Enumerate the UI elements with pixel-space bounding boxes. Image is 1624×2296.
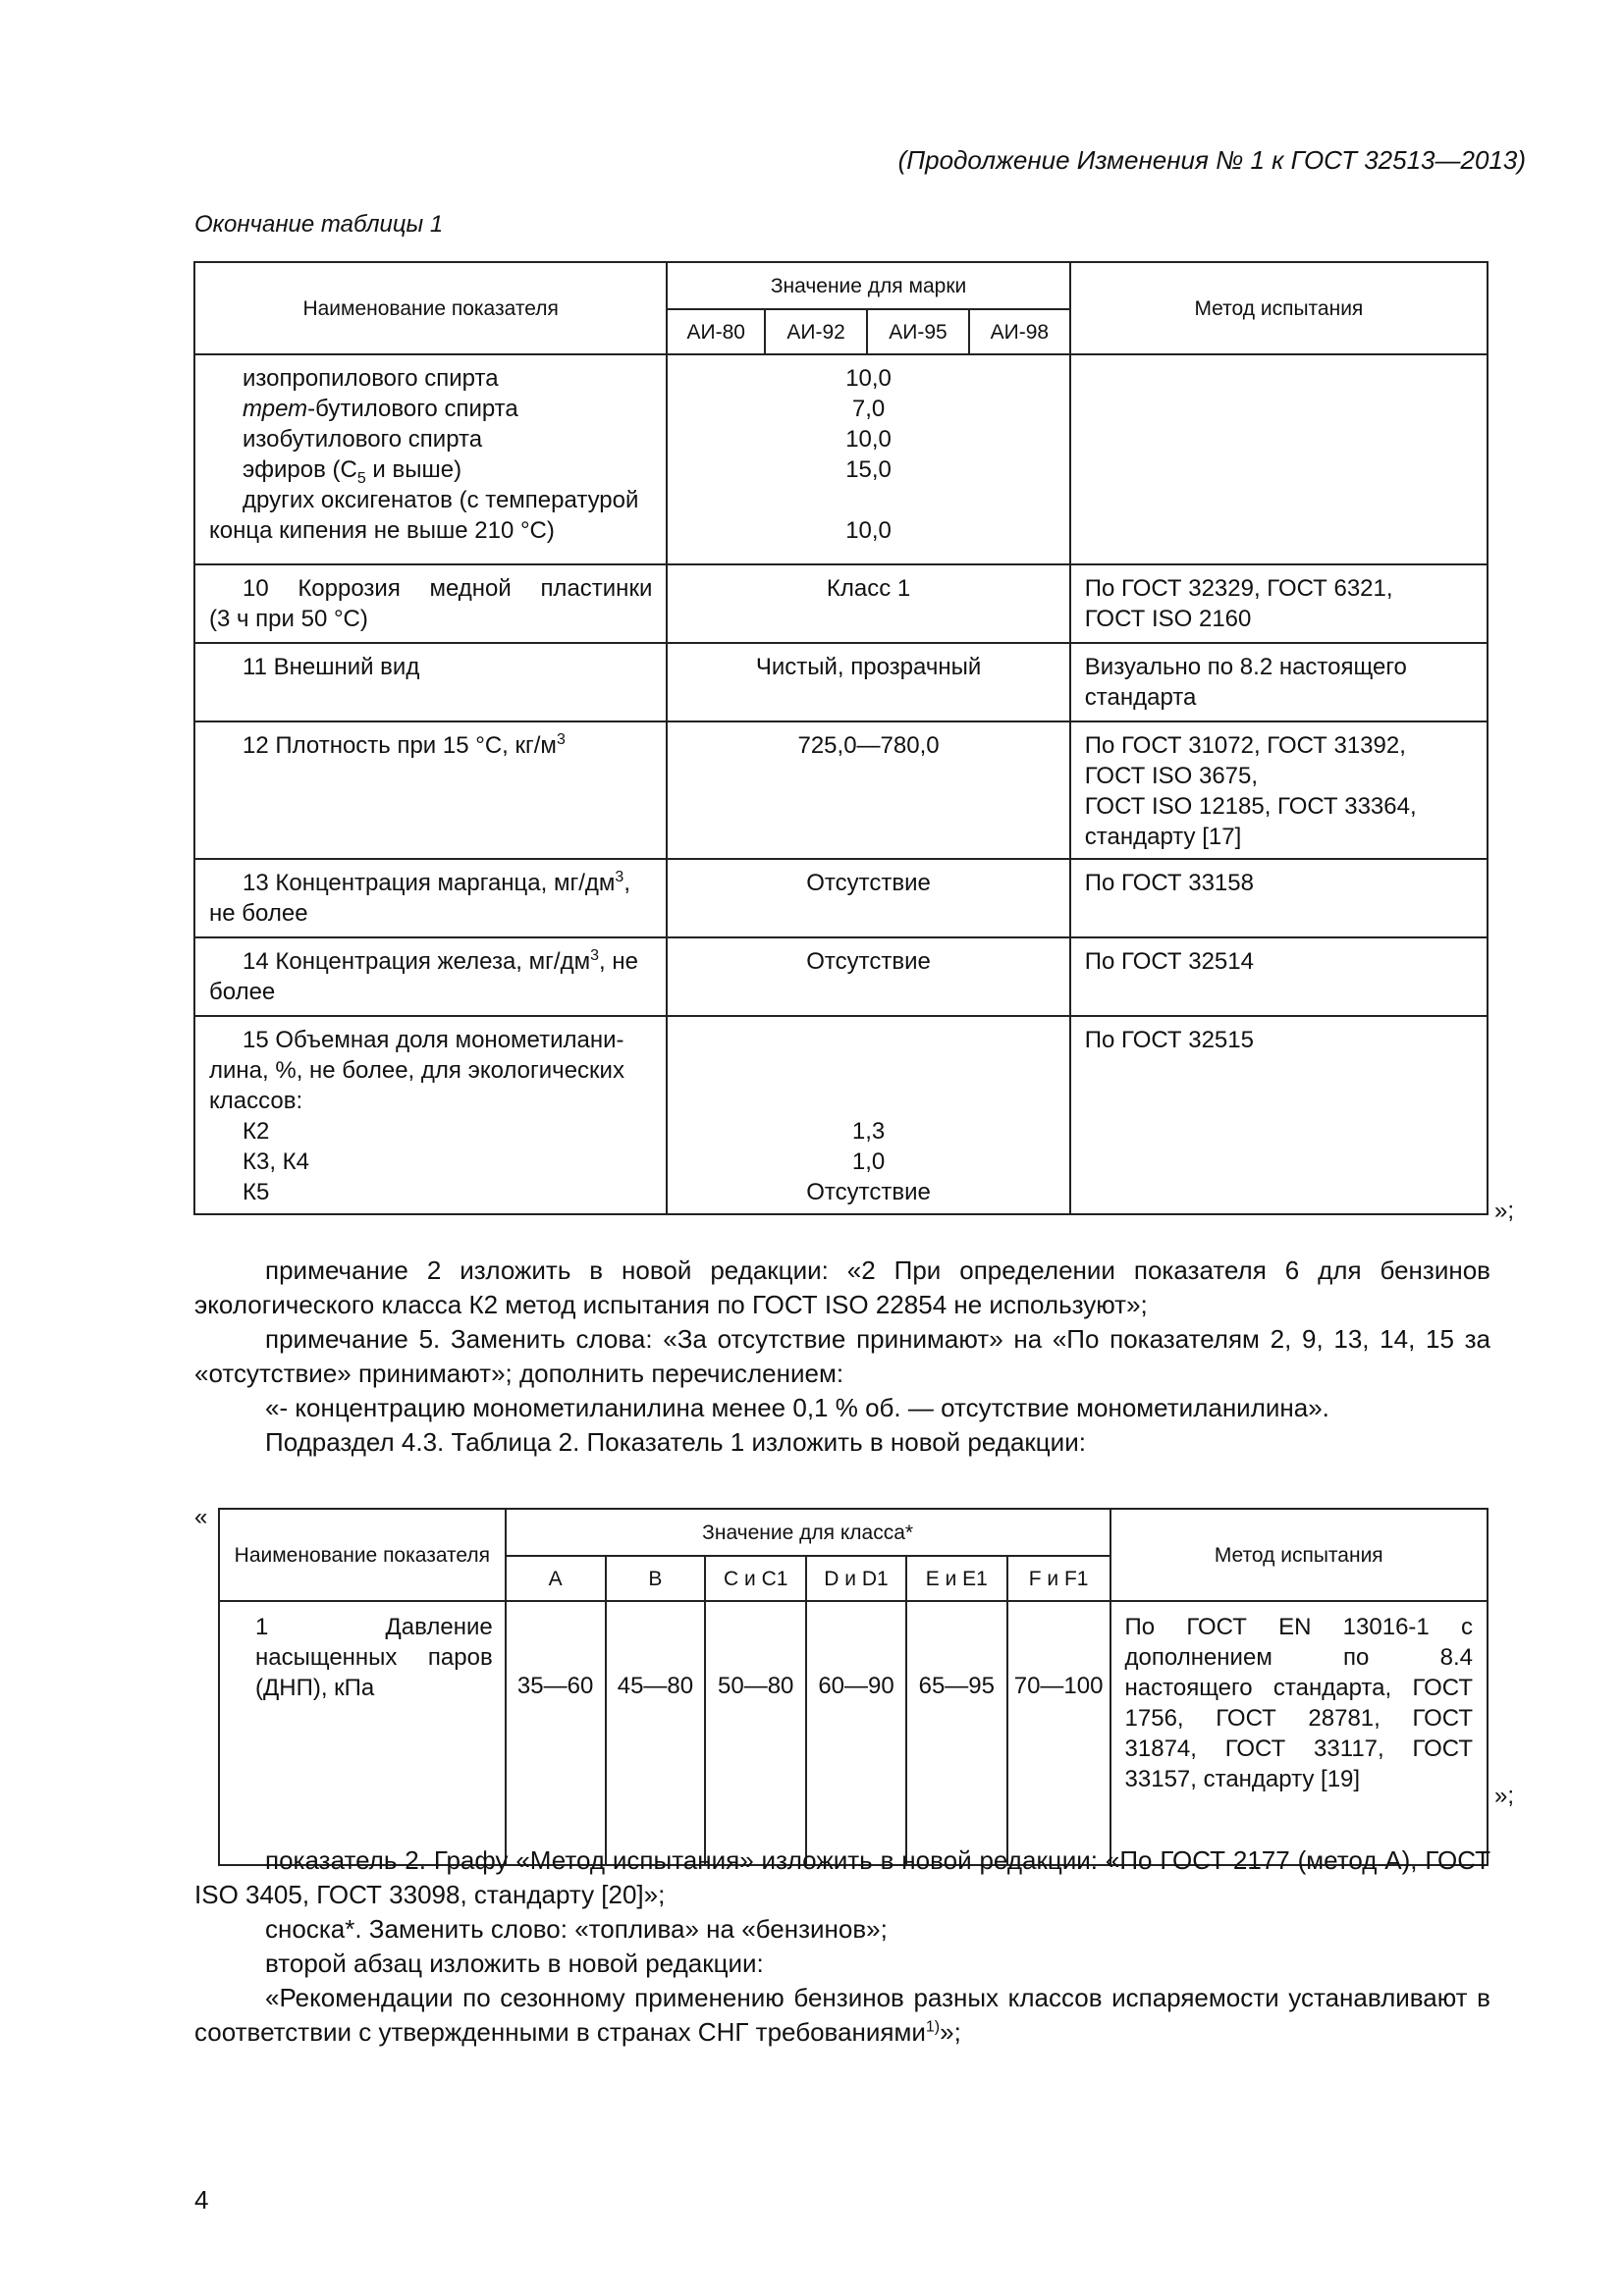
table-row <box>194 721 1488 859</box>
paragraph: «- концентрацию монометиланилина менее 0,1 % об. — отсутствие монометиланилина». <box>265 1393 1329 1422</box>
row-method-cell: Визуально по 8.2 настоящего стандарта <box>1070 643 1488 721</box>
row-method-cell: По ГОСТ 32515 <box>1070 1016 1488 1214</box>
row-method-cell <box>1070 354 1488 564</box>
row-value-cell: Отсутствие <box>667 937 1069 1016</box>
table-row-oxygenates <box>194 354 1488 564</box>
opening-quote: « <box>194 1504 208 1530</box>
row-name-cell: 15 Объемная доля монометилани- лина, %, не более, для экологических классов: К2 К3, К4 К5 <box>194 1016 667 1214</box>
list-item: трет-бутилового спирта <box>243 396 518 422</box>
row-name-cell: 11 Внешний вид <box>194 643 667 721</box>
table-row <box>194 564 1488 643</box>
table-row <box>194 643 1488 721</box>
running-head: (Продолжение Изменения № 1 к ГОСТ 32513—2013) <box>897 145 1526 175</box>
header-class: F и F1 <box>1007 1556 1110 1601</box>
row-value-cell: 70—100 <box>1007 1601 1110 1865</box>
text-block-1 <box>194 1254 1490 1460</box>
row-method-cell: По ГОСТ EN 13016-1 с дополнением по 8.4 настоящего стандарта, ГОСТ 1756, ГОСТ 28781, ГОСТ 31874, ГОСТ 33117, ГОСТ 33157, стандарту [19] <box>1110 1601 1488 1865</box>
row-value-cell: Отсутствие <box>667 859 1069 937</box>
paragraph: примечание 5. Заменить слова: «За отсутствие принимают» на «По показателям 2, 9, 13, 14, 15 за «отсутствие» принимают»; дополнить перечислением: <box>194 1324 1490 1388</box>
header-name: Наименование показателя <box>219 1509 506 1601</box>
row-method-cell: По ГОСТ 31072, ГОСТ 31392, ГОСТ ISO 3675, ГОСТ ISO 12185, ГОСТ 33364, стандарту [17] <box>1070 721 1488 859</box>
row-value-cell: 50—80 <box>705 1601 806 1865</box>
row-name-cell: 13 Концентрация марганца, $мг/дм^3$, не более <box>194 859 667 937</box>
list-item: изобутилового спирта <box>243 426 483 453</box>
table-1 <box>193 261 1489 1215</box>
header-brand: АИ-98 <box>969 309 1070 354</box>
table-row <box>194 1016 1488 1214</box>
paragraph: второй абзац изложить в новой редакции: <box>265 1949 764 1978</box>
row-name-cell: 10 Коррозия медной пластинки (3 ч при 50 °С) <box>194 564 667 643</box>
paragraph: «Рекомендации по сезонному применению бензинов разных классов испаряемости устанавливают в соответствии с утвержденными в странах СНГ требованиями$^{1)}$»; <box>194 1983 1490 2047</box>
table-caption: Окончание таблицы 1 <box>194 211 444 238</box>
row-value-cell: 65—95 <box>906 1601 1007 1865</box>
row-value-cell: 60—90 <box>806 1601 906 1865</box>
header-name: Наименование показателя <box>194 262 667 354</box>
closing-quote: »; <box>1494 1198 1515 1224</box>
list-item: эфиров ($С_5$ и выше) <box>243 456 462 487</box>
table-row <box>194 937 1488 1016</box>
row-value-cell: 35—60 <box>506 1601 606 1865</box>
closing-quote: »; <box>1494 1783 1515 1809</box>
text-block-2 <box>194 1843 1490 2050</box>
header-method: Метод испытания <box>1110 1509 1488 1601</box>
row-value-cell: 45—80 <box>606 1601 706 1865</box>
table-row <box>219 1601 1488 1865</box>
paragraph: Подраздел 4.3. Таблица 2. Показатель 1 изложить в новой редакции: <box>265 1427 1086 1457</box>
row-value-cell: Класс 1 <box>667 564 1069 643</box>
header-class: Е и Е1 <box>906 1556 1007 1601</box>
row-name-cell: 1 Давление насыщенных паров (ДНП), кПа <box>219 1601 506 1865</box>
header-brand: АИ-92 <box>765 309 867 354</box>
paragraph: показатель 2. Графу «Метод испытания» изложить в новой редакции: «По ГОСТ 2177 (метод А), ГОСТ ISO 3405, ГОСТ 33098, стандарту [20]»; <box>194 1845 1490 1909</box>
paragraph: сноска*. Заменить слово: «топлива» на «бензинов»; <box>265 1914 888 1944</box>
header-value: Значение для класса* <box>506 1509 1110 1556</box>
row-value-cell: Чистый, прозрачный <box>667 643 1069 721</box>
table-row <box>194 859 1488 937</box>
row-value-cell: 725,0—780,0 <box>667 721 1069 859</box>
row-method-cell: По ГОСТ 33158 <box>1070 859 1488 937</box>
header-method: Метод испытания <box>1070 262 1488 354</box>
table-2 <box>218 1508 1489 1866</box>
page-number: 4 <box>194 2185 209 2215</box>
header-class: С и С1 <box>705 1556 806 1601</box>
paragraph: примечание 2 изложить в новой редакции: «2 При определении показателя 6 для бензинов экологического класса К2 метод испытания по ГОСТ ISO 22854 не используют»; <box>194 1255 1490 1319</box>
row-value-cell: 1,3 1,0 Отсутствие <box>667 1016 1069 1214</box>
row-value-cell: 10,0 7,0 10,0 15,0 10,0 <box>667 354 1069 564</box>
row-name-cell: 14 Концентрация железа, $мг/дм^3$, не более <box>194 937 667 1016</box>
row-method-cell: По ГОСТ 32514 <box>1070 937 1488 1016</box>
header-brand: АИ-80 <box>667 309 765 354</box>
header-brand: АИ-95 <box>867 309 969 354</box>
list-item: других оксигенатов (с температурой <box>243 487 639 513</box>
header-value: Значение для марки <box>667 262 1069 309</box>
row-name-cell <box>194 354 667 564</box>
header-class: А <box>506 1556 606 1601</box>
list-item-continuation: конца кипения не выше 210 °С) <box>209 517 555 544</box>
row-method-cell: По ГОСТ 32329, ГОСТ 6321, ГОСТ ISO 2160 <box>1070 564 1488 643</box>
header-class: D и D1 <box>806 1556 906 1601</box>
list-item: изопропилового спирта <box>243 365 499 392</box>
header-class: В <box>606 1556 706 1601</box>
row-name-cell: 12 Плотность при 15 °С, $кг/м^3$ <box>194 721 667 859</box>
